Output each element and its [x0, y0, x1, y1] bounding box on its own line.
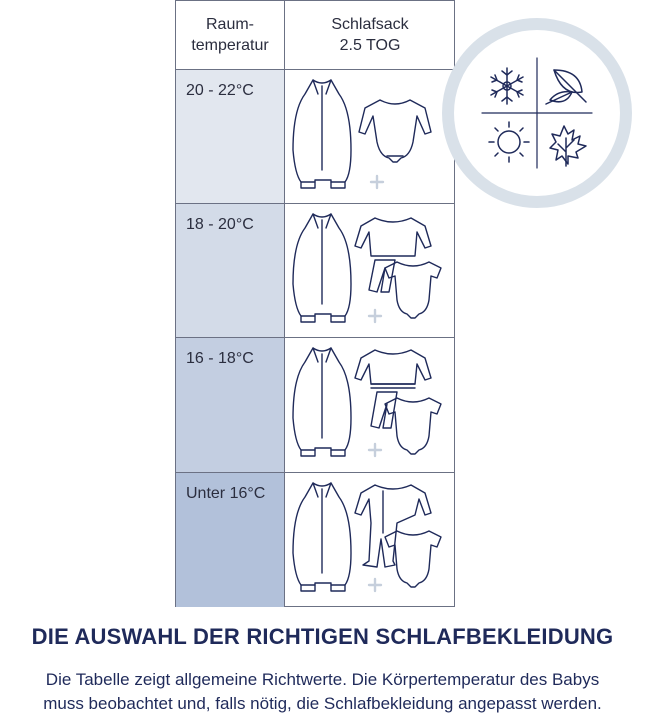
garment-cell-18-20: [285, 204, 455, 337]
temperature-cell-18-20: [176, 204, 284, 337]
header-sleeping-bag: [285, 1, 455, 69]
plus-icon: [369, 310, 381, 322]
temperature-label: 16 - 18°C: [186, 350, 254, 367]
header-room-temperature-line2: temperatur: [191, 37, 269, 54]
description: [0, 668, 645, 716]
garment-cell-16-18: [285, 338, 455, 472]
garment-cell-20-22: [285, 70, 455, 203]
temperature-label: 20 - 22°C: [186, 82, 254, 99]
sleeping-bag-icon: [293, 80, 351, 188]
header-sleeping-bag-line1: Schlafsack: [331, 16, 409, 33]
description-line: Die Tabelle zeigt allgemeine Richtwerte. Die Körpertemperatur des Babys: [45, 670, 600, 689]
temperature-label: Unter 16°C: [186, 485, 266, 502]
temperature-cell-under-16: [176, 473, 284, 607]
leaf-icon: [546, 70, 586, 104]
header-room-temperature: [176, 1, 284, 69]
description-line: muss beobachtet und, falls nötig, die Schlafbekleidung angepasst werden.: [43, 694, 602, 713]
sun-icon: [489, 122, 529, 162]
maple-leaf-icon: [550, 126, 586, 166]
garment-cell-under-16: [285, 473, 455, 607]
footed-sleeper-icon: [355, 485, 431, 567]
long-sleeve-pajama-icon: [355, 218, 431, 292]
header-sleeping-bag-line2: 2.5 TOG: [339, 37, 401, 54]
bodysuit-long-sleeve-icon: [359, 100, 431, 162]
sweater-pants-icon: [355, 350, 431, 428]
plus-icon: [369, 444, 381, 456]
clothing-table: [175, 0, 455, 607]
bodysuit-short-sleeve-icon: [385, 398, 441, 454]
temperature-label: 18 - 20°C: [186, 216, 254, 233]
sleeping-bag-icon: [293, 214, 351, 322]
sleeping-bag-icon: [293, 348, 351, 456]
seasons-badge: [442, 18, 632, 208]
page-title: DIE AUSWAHL DER RICHTIGEN SCHLAFBEKLEIDUNG: [31, 624, 614, 649]
sleeping-bag-icon: [293, 483, 351, 591]
plus-icon: [371, 176, 383, 188]
temperature-cell-20-22: [176, 70, 284, 203]
snowflake-icon: [491, 68, 523, 104]
header-room-temperature-line1: Raum-: [205, 16, 254, 33]
plus-icon: [369, 579, 381, 591]
temperature-cell-16-18: [176, 338, 284, 472]
